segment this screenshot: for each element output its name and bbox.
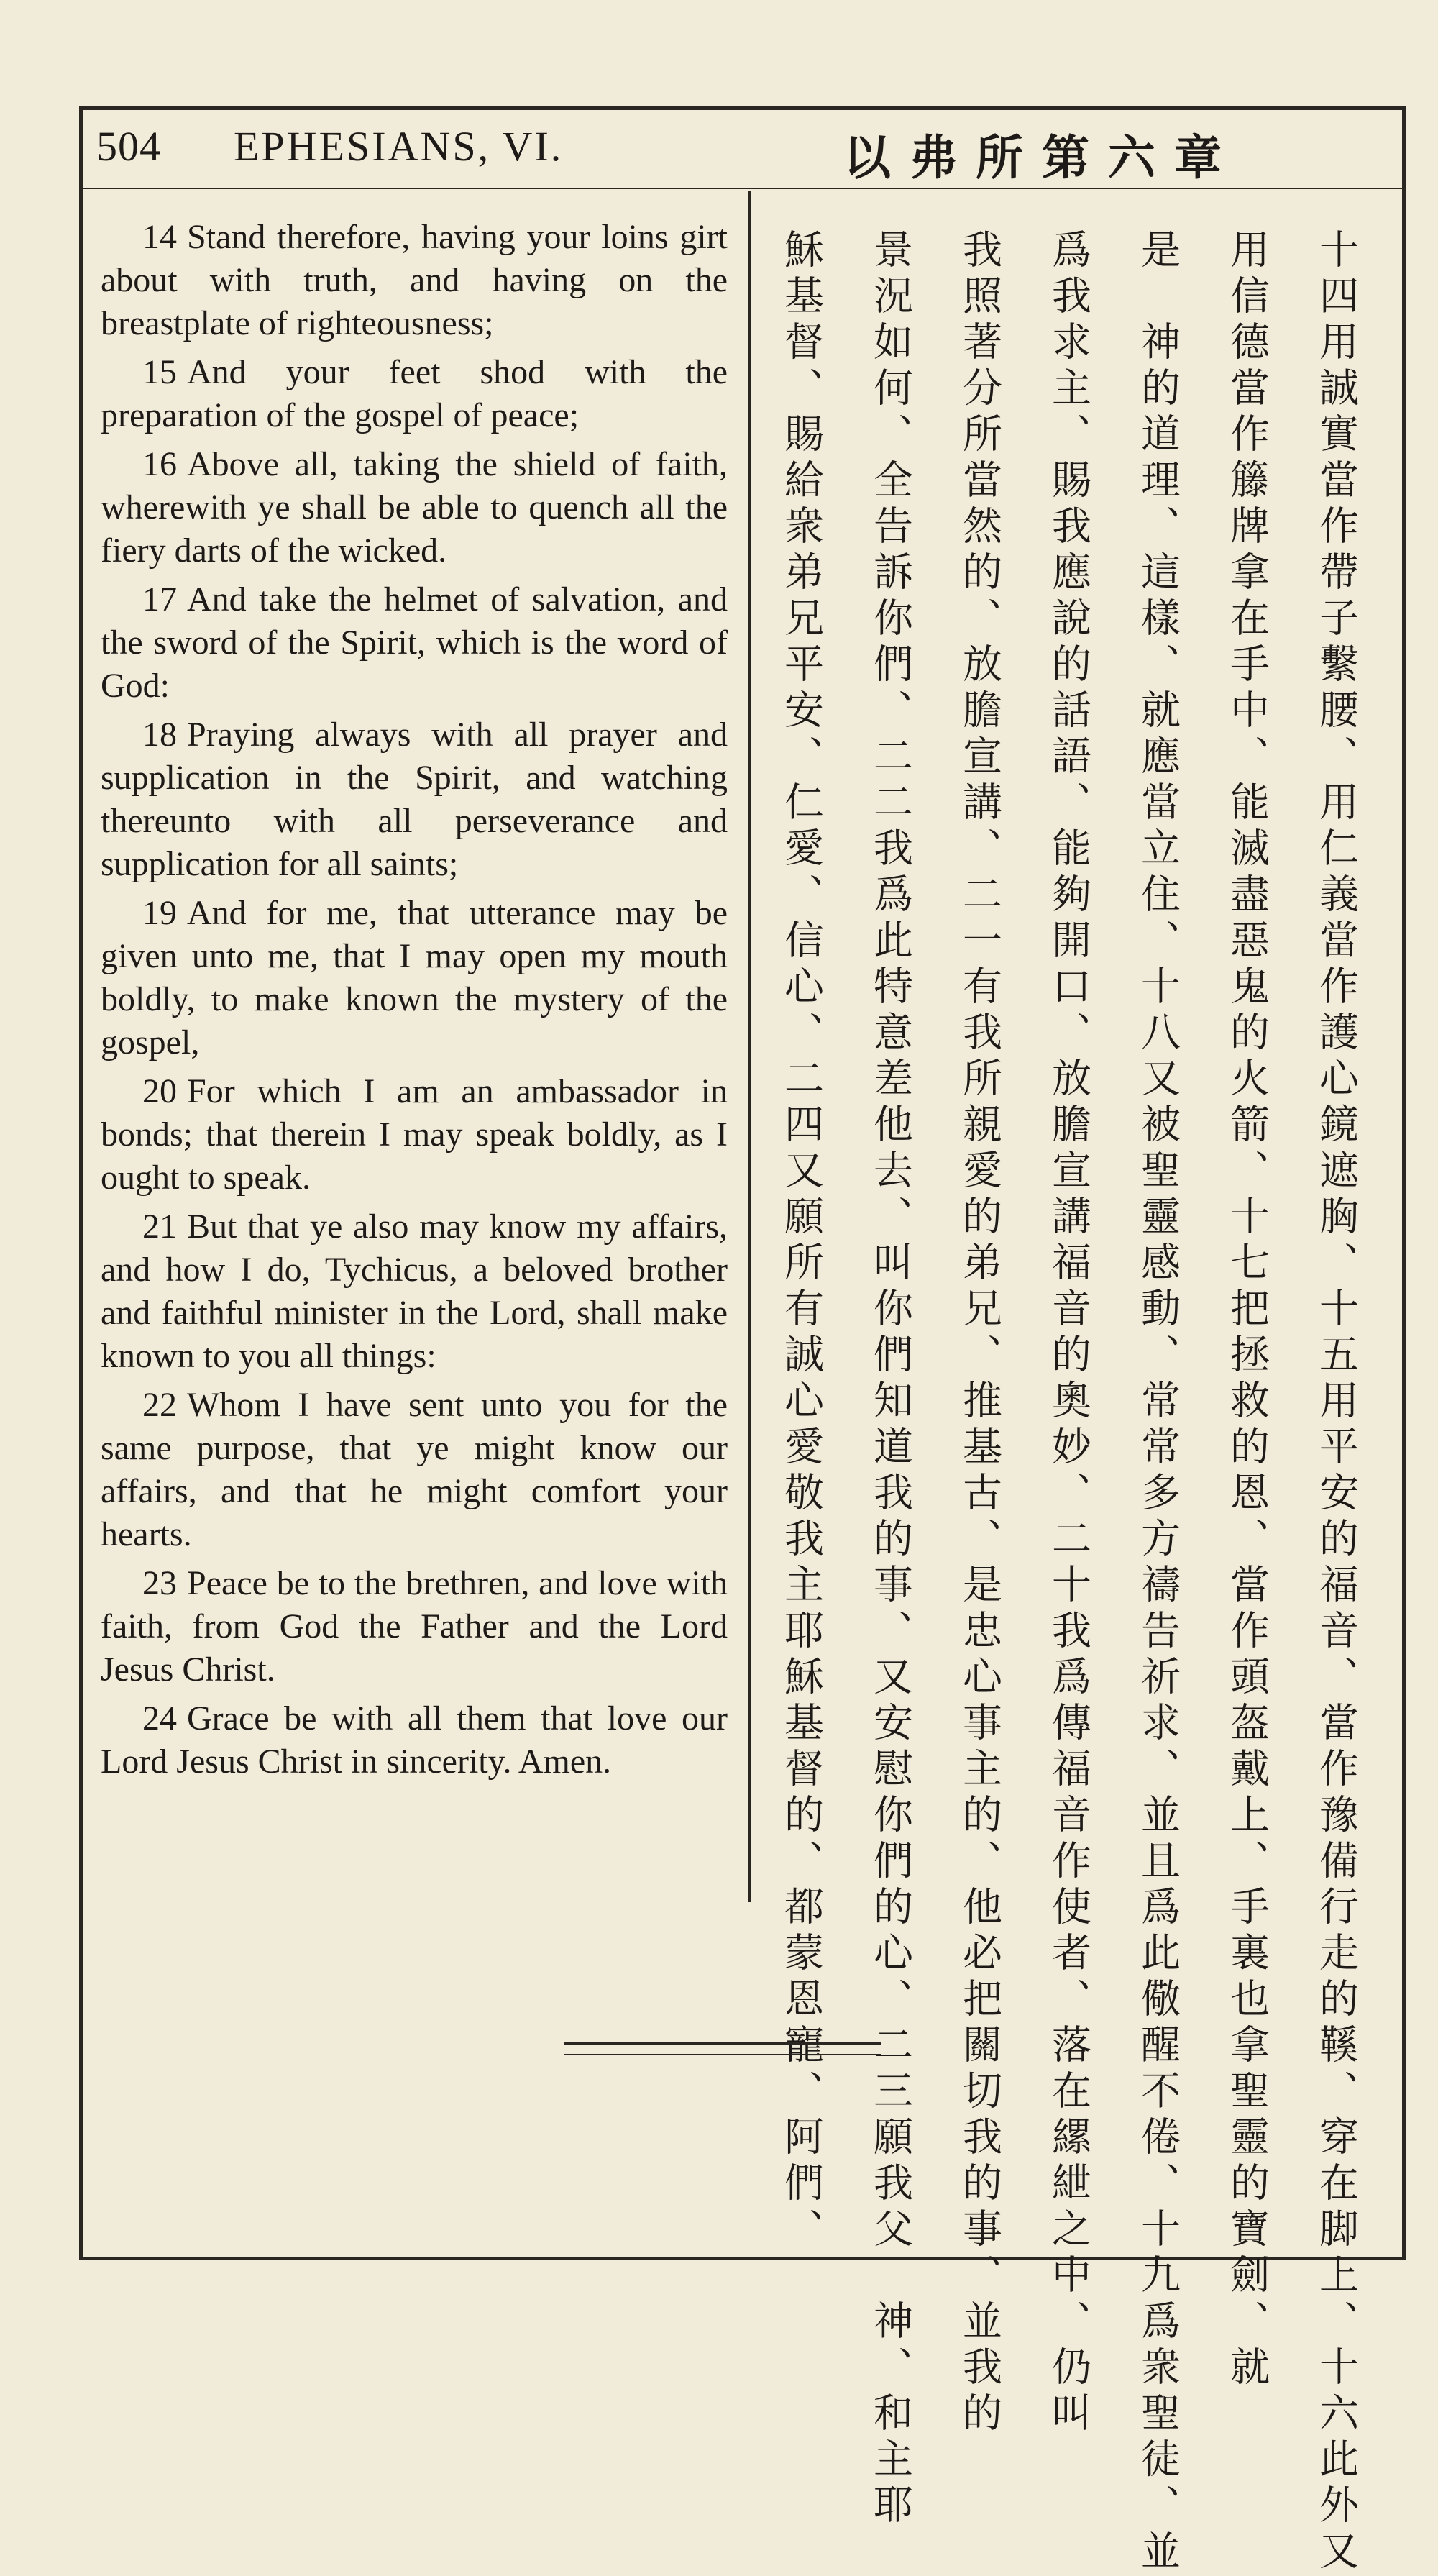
book-title: EPHESIANS, VI. bbox=[234, 123, 564, 170]
verse-number: 15 bbox=[142, 353, 177, 391]
verse-text: Praying always with all prayer and supplication in the Spirit, and watching thereunto with all perseverance and supplication for all saints; bbox=[101, 716, 728, 883]
english-column bbox=[101, 216, 728, 1789]
verse-text: And take the helmet of salvation, and the sword of the Spirit, which is the word of God: bbox=[101, 580, 728, 705]
verse-text: For which I am an ambassador in bonds; that therein I may speak boldly, as I ought to speak. bbox=[101, 1072, 728, 1197]
verse bbox=[101, 713, 728, 886]
verse bbox=[101, 216, 728, 345]
verse-text: And your feet shod with the preparation of the gospel of peace; bbox=[101, 353, 728, 434]
verse-text: Peace be to the brethren, and love with faith, from God the Father and the Lord Jesus Christ. bbox=[101, 1564, 728, 1689]
verse-number: 16 bbox=[142, 445, 177, 483]
verse-text: Above all, taking the shield of faith, wherewith ye shall be able to quench all the fiery darts of the wicked. bbox=[101, 445, 728, 570]
verse bbox=[101, 1070, 728, 1200]
verse-number: 24 bbox=[142, 1699, 177, 1737]
verse bbox=[101, 892, 728, 1064]
verse-number: 21 bbox=[142, 1207, 177, 1246]
verse-text: And for me, that utterance may be given unto me, that I may open my mouth boldly, to make known the mystery of the gospel, bbox=[101, 894, 728, 1061]
verse-text: Grace be with all them that love our Lord Jesus Christ in sincerity. Amen. bbox=[101, 1699, 728, 1781]
verse-number: 14 bbox=[142, 218, 177, 256]
column-divider bbox=[748, 191, 751, 1902]
verse-number: 20 bbox=[142, 1072, 177, 1110]
verse-number: 22 bbox=[142, 1386, 177, 1424]
verse-text: Stand therefore, having your loins girt about with truth, and having on the breastplate of righteousness; bbox=[101, 218, 728, 342]
verse bbox=[101, 1205, 728, 1378]
footer-rule bbox=[564, 2042, 881, 2055]
verse-number: 23 bbox=[142, 1564, 177, 1602]
verse bbox=[101, 1697, 728, 1783]
verse bbox=[101, 1562, 728, 1691]
chinese-book-title: 以弗所第六章 bbox=[843, 130, 1240, 186]
page-header bbox=[79, 106, 1406, 200]
verse bbox=[101, 351, 728, 437]
page-number: 504 bbox=[96, 123, 161, 170]
verse bbox=[101, 443, 728, 572]
verse bbox=[101, 578, 728, 708]
verse-text: But that ye also may know my affairs, and how I do, Tychicus, a beloved brother and faithful minister in the Lord, shall make known to you all things: bbox=[101, 1207, 728, 1375]
verse-number: 17 bbox=[142, 580, 177, 618]
verse-text: Whom I have sent unto you for the same purpose, that ye might know our affairs, and that he might comfort your hearts. bbox=[101, 1386, 728, 1553]
chinese-column: 十四用誠實當作帶子繫腰、用仁義當作護心鏡遮胸、十五用平安的福音、當作豫備行走的鞵、穿在脚上、十六此外又 用信德當作籐牌拿在手中、能滅盡惡鬼的火箭、十七把拯救的恩、當作頭盔戴上、手裏也拿聖靈的寶劍、就 是 神的道理、這樣、就應當立住、十八又被聖靈感動、常常多方禱告祈求、並且爲此儆醒不倦、十九爲衆聖徒、並 爲我求主、賜我應說的話語、能夠開口、放膽宣講福音的奧妙、二十我爲傳福音作使者、落在縲紲之中、仍叫 我照著分所當然的、放膽宣講、二一有我所親愛的弟兄、推基古、是忠心事主的、他必把關切我的事、並我的 景況如何、全告訴你們、二二我爲此特意差他去、叫你們知道我的事、又安慰你們的心、二三願我父 神、和主耶 穌基督、賜給衆弟兄平安、仁愛、信心、二四又願所有誠心愛敬我主耶穌基督的、都蒙恩寵、阿們、 bbox=[778, 229, 1359, 2576]
header-rule bbox=[79, 188, 1406, 191]
verse-number: 18 bbox=[142, 716, 177, 754]
verse bbox=[101, 1384, 728, 1556]
verse-number: 19 bbox=[142, 894, 177, 932]
